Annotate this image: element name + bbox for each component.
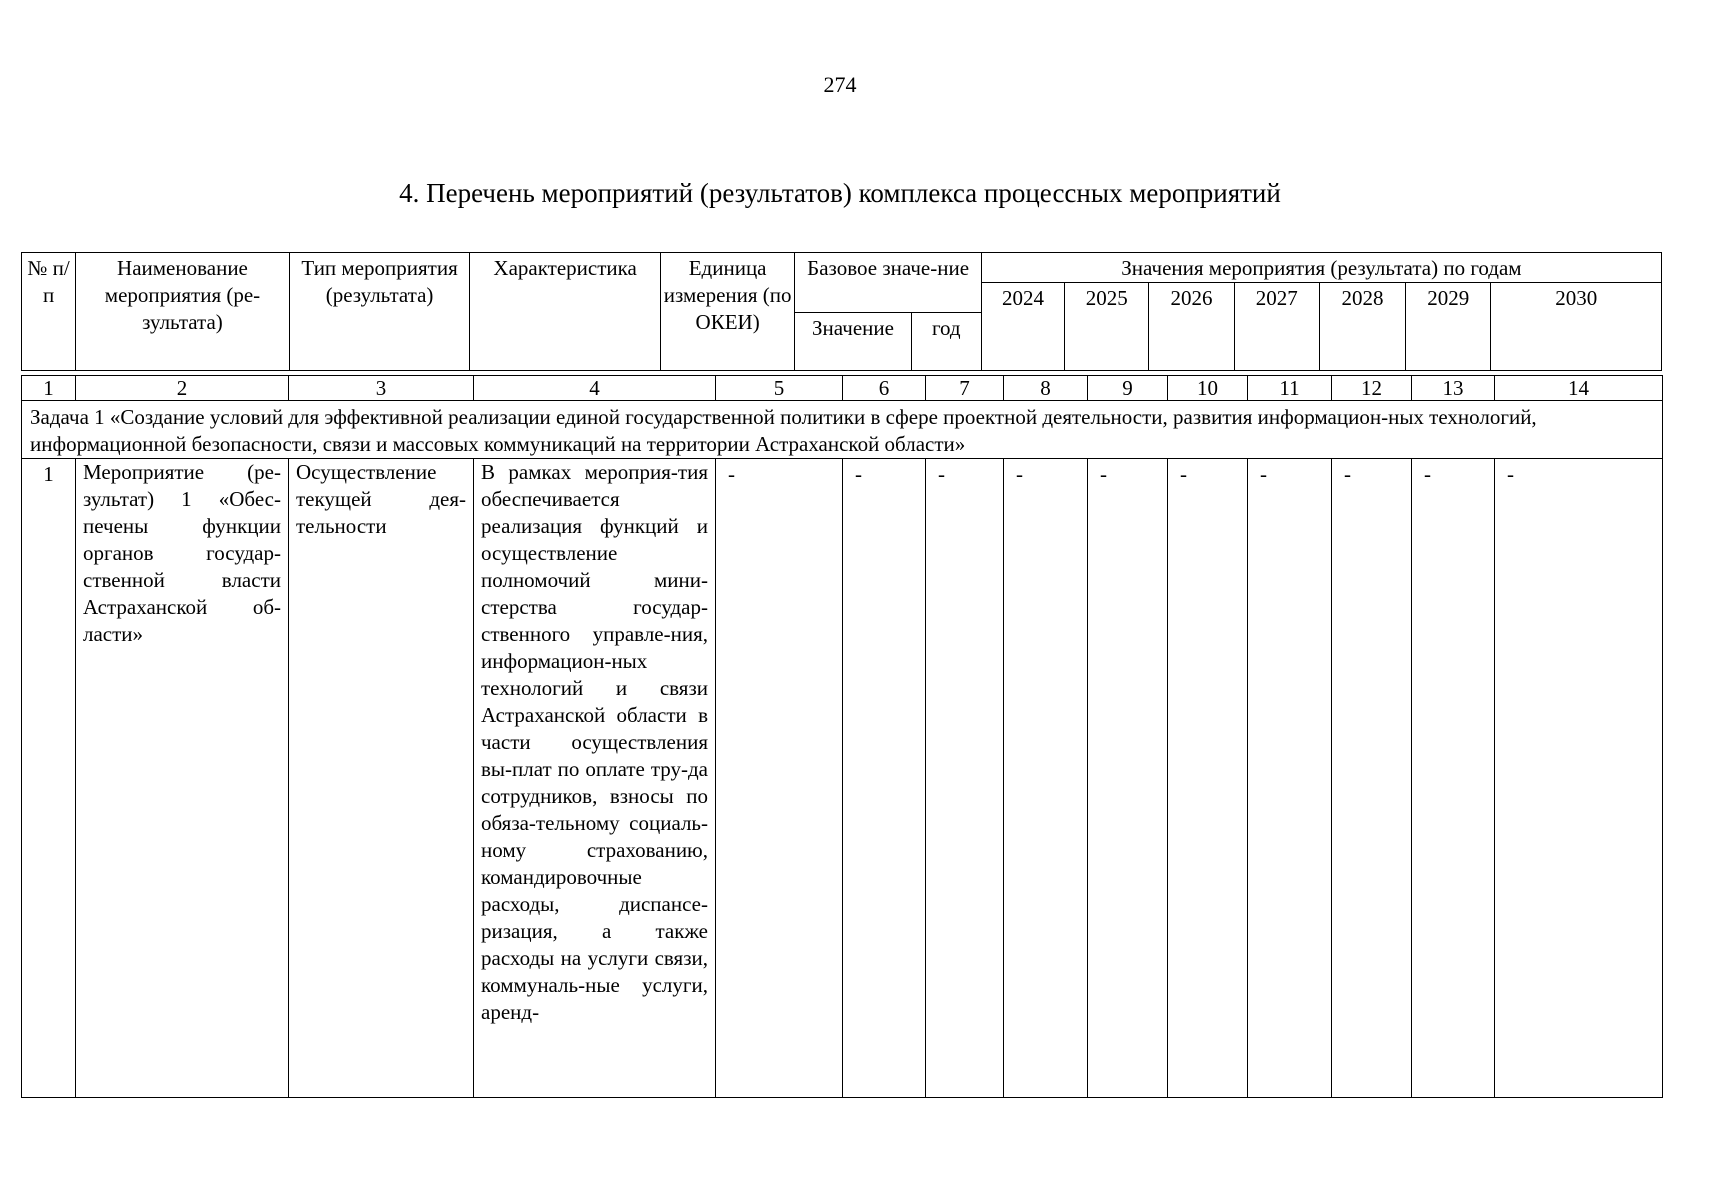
column-number: 5 (716, 376, 843, 401)
row-unit: - (716, 459, 843, 1098)
row-name: Мероприятие (ре-зультат) 1 «Обес-печены функции органов государ-ственной власти Астраханской об-ласти» (76, 459, 289, 1098)
column-number: 13 (1412, 376, 1495, 401)
row-type: Осуществление текущей дея-тельности (289, 459, 474, 1098)
header-characteristic: Характеристика (470, 253, 661, 371)
header-year: 2027 (1234, 283, 1319, 371)
table-header (21, 252, 1662, 371)
row-year-value: - (1168, 459, 1248, 1098)
task-title: Задача 1 «Создание условий для эффективной реализации единой государственной политики в сфере проектной деятельности, развития информацион-ных технологий, информационной безопасности, связи и массовых коммуникаций на территории Астраханской области» (22, 401, 1663, 459)
header-year: 2024 (981, 283, 1064, 371)
table-body (21, 375, 1663, 1098)
column-number: 1 (22, 376, 76, 401)
column-number: 8 (1004, 376, 1088, 401)
row-base-year: - (926, 459, 1004, 1098)
column-number: 11 (1248, 376, 1332, 401)
column-number: 6 (843, 376, 926, 401)
header-year: 2029 (1406, 283, 1491, 371)
page-number: 274 (823, 72, 857, 97)
column-number: 14 (1495, 376, 1663, 401)
column-number: 7 (926, 376, 1004, 401)
row-characteristic: В рамках мероприя-тия обеспечивается реализация функций и осуществление полномочий мини-стерства государ-ственного управле-ния, информацион-ных технологий и связи Астраханской области в части осуществления вы-плат по оплате тру-да сотрудников, взносы по обяза-тельному социаль-ному страхованию, командировочные расходы, диспансе-ризация, а также расходы на услуги связи, коммуналь-ные услуги, аренд- (474, 459, 716, 1098)
column-number: 2 (76, 376, 289, 401)
header-num: № п/п (22, 253, 76, 371)
header-year: 2030 (1491, 283, 1662, 371)
row-year-value: - (1332, 459, 1412, 1098)
column-number: 10 (1168, 376, 1248, 401)
row-year-value: - (1412, 459, 1495, 1098)
header-base-year-sub: год (911, 313, 981, 371)
header-year: 2025 (1065, 283, 1149, 371)
column-number: 12 (1332, 376, 1412, 401)
header-type: Тип мероприятия (результата) (289, 253, 470, 371)
row-num: 1 (22, 459, 76, 1098)
column-number: 3 (289, 376, 474, 401)
row-base-value: - (843, 459, 926, 1098)
header-unit: Единица измерения (по ОКЕИ) (660, 253, 794, 371)
row-year-value: - (1088, 459, 1168, 1098)
header-values-by-years: Значения мероприятия (результата) по годам (981, 253, 1661, 283)
header-year: 2026 (1149, 283, 1234, 371)
column-number: 4 (474, 376, 716, 401)
document-title: 4. Перечень мероприятий (результатов) комплекса процессных мероприятий (399, 178, 1281, 208)
row-year-value: - (1004, 459, 1088, 1098)
header-year: 2028 (1319, 283, 1405, 371)
header-name: Наименование мероприятия (ре-зультата) (76, 253, 290, 371)
row-year-value: - (1248, 459, 1332, 1098)
column-number: 9 (1088, 376, 1168, 401)
header-base-value: Базовое значе-ние (795, 253, 982, 313)
header-base-value-sub: Значение (795, 313, 911, 371)
row-year-value: - (1495, 459, 1663, 1098)
